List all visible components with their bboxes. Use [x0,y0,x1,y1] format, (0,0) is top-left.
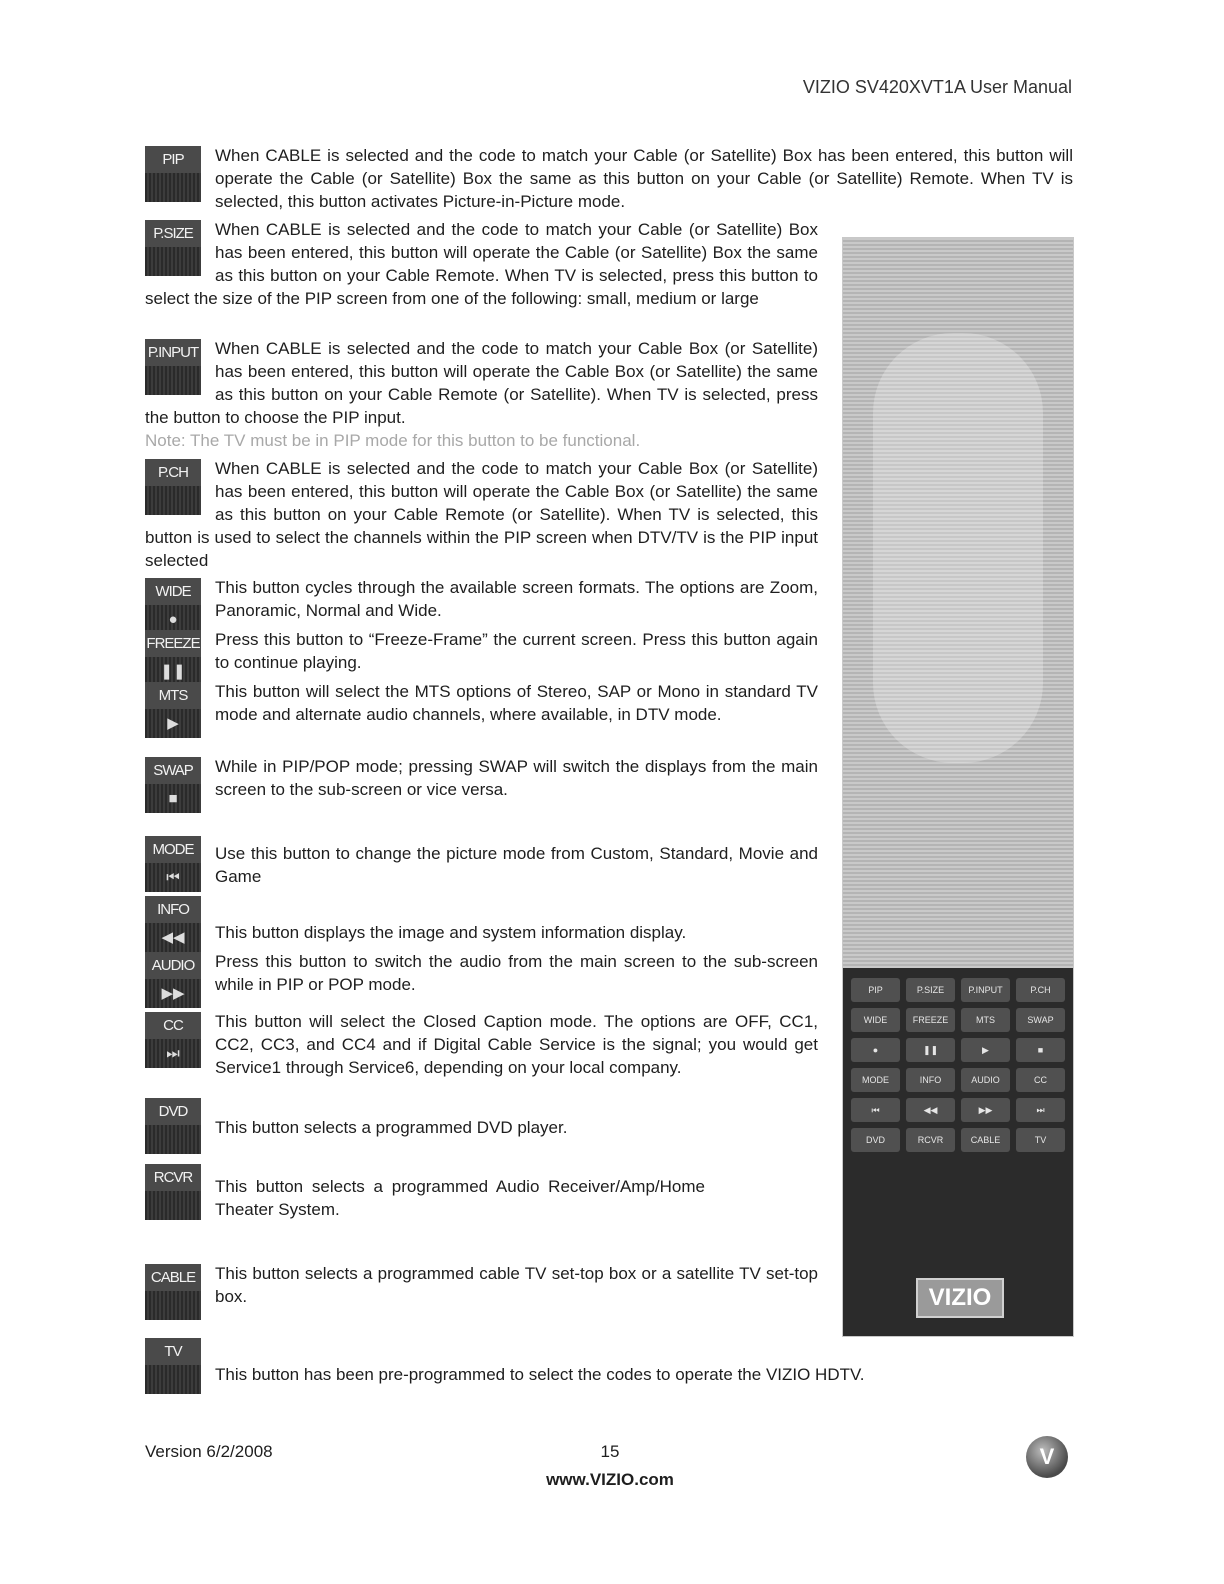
remote-key: SWAP [1016,1008,1065,1032]
remote-key: P.CH [1016,978,1065,1002]
wide-button-label: WIDE [145,578,201,605]
p-size-button-image [145,220,201,276]
cable-button-symbol [145,1291,201,1320]
entry-text: When CABLE is selected and the code to match your Cable (or Satellite) Box has been entered, this button will operate the Cable (or Satellite) Box the same as this button on your Cable Remote. When TV is selected, press this button to select the size of the PIP screen from one of the following: small, medium or large [145,220,818,308]
remote-key: TV [1016,1128,1065,1152]
remote-key: ▶ [961,1038,1010,1062]
remote-vizio-logo: VIZIO [916,1278,1004,1318]
entry-swap [145,755,818,815]
remote-body [843,238,1073,968]
remote-dpad [873,333,1043,763]
entry-text: This button will select the MTS options of Stereo, SAP or Mono in standard TV mode and alternate audio channels, where available, in DTV mode. [215,682,818,724]
entry-tv [145,1336,1073,1396]
swap-button-image [145,757,201,813]
cable-button-label: CABLE [145,1264,201,1291]
info-button-symbol: ◀◀ [145,923,201,952]
remote-key: WIDE [851,1008,900,1032]
tv-button-label: TV [145,1338,201,1365]
remote-key: CABLE [961,1128,1010,1152]
mode-button-symbol: ⏮ [145,863,201,892]
remote-key: P.SIZE [906,978,955,1002]
entry-text: When CABLE is selected and the code to match your Cable (or Satellite) Box has been entered, this button will operate the Cable (or Satellite) Box the same as this button on your Cable (or Satellite) Remote. When TV is selected, this button activates Picture-in-Picture mode. [215,146,1073,211]
dvd-button-label: DVD [145,1098,201,1125]
page-header: VIZIO SV420XVT1A User Manual [802,77,1072,97]
entry-p-input [145,337,818,452]
entry-text: Use this button to change the picture mode from Custom, Standard, Movie and Game [215,844,818,886]
freeze-button-image [145,630,201,686]
mts-button-label: MTS [145,682,201,709]
swap-button-symbol: ■ [145,784,201,813]
mts-button-symbol: ▶ [145,709,201,738]
remote-button-panel [843,968,1073,1336]
cable-button-image [145,1264,201,1320]
info-button-image [145,896,201,952]
remote-key: AUDIO [961,1068,1010,1092]
entry-text: When CABLE is selected and the code to match your Cable Box (or Satellite) has been entered, this button will operate the Cable Box (or Satellite) the same as this button on your Cable Remote (or Satellite). When TV is selected, this button is used to select the channels within the PIP screen when DTV/TV is the PIP input selected [145,459,818,570]
tv-button-symbol [145,1365,201,1394]
rcvr-button-label: RCVR [145,1164,201,1191]
page-number: 15 [600,1442,620,1461]
info-button-label: INFO [145,896,201,923]
mts-button-image [145,682,201,738]
entry-pip [145,144,1073,213]
wide-button-symbol: ● [145,605,201,634]
entry-text: When CABLE is selected and the code to match your Cable Box (or Satellite) has been entered, this button will operate the Cable Box (or Satellite) the same as this button on your Cable Remote (or Satellite). When TV is selected, press the button to choose the PIP input. [145,339,818,427]
entry-info [145,894,818,954]
entry-cable [145,1262,818,1322]
vizio-logo-icon: V [1026,1436,1068,1478]
remote-key: MODE [851,1068,900,1092]
mode-button-label: MODE [145,836,201,863]
entry-text: This button selects a programmed DVD player. [215,1118,568,1137]
entry-wide [145,576,818,636]
remote-key: P.INPUT [961,978,1010,1002]
pip-button-symbol [145,173,201,202]
entry-dvd [145,1096,818,1156]
remote-key: ⏮ [851,1098,900,1122]
freeze-button-symbol: ❚❚ [145,657,201,686]
entry-text: While in PIP/POP mode; pressing SWAP will switch the displays from the main screen to the sub-screen or vice versa. [215,757,818,799]
footer-version: Version 6/2/2008 [145,1442,273,1461]
remote-key: FREEZE [906,1008,955,1032]
entry-rcvr [145,1162,818,1222]
entry-text: This button selects a programmed Audio Receiver/Amp/Home Theater System. [215,1177,705,1219]
entry-text: Press this button to switch the audio from the main screen to the sub-screen while in PIP or POP mode. [215,952,818,994]
entry-mts [145,680,818,740]
audio-button-symbol: ▶▶ [145,979,201,1008]
entry-mode [145,834,818,894]
entry-text: This button has been pre-programmed to select the codes to operate the VIZIO HDTV. [215,1365,865,1384]
remote-key: ● [851,1038,900,1062]
p-input-button-label: P.INPUT [145,339,201,366]
p-ch-button-image [145,459,201,515]
p-ch-button-symbol [145,486,201,515]
entry-text: This button displays the image and system information display. [215,923,687,942]
entry-text: This button cycles through the available screen formats. The options are Zoom, Panoramic, Normal and Wide. [215,578,818,620]
entry-note: Note: The TV must be in PIP mode for this button to be functional. [145,431,641,450]
entry-p-size [145,218,818,310]
remote-key: PIP [851,978,900,1002]
freeze-button-label: FREEZE [145,630,201,657]
swap-button-label: SWAP [145,757,201,784]
rcvr-button-symbol [145,1191,201,1220]
remote-key: DVD [851,1128,900,1152]
remote-key: INFO [906,1068,955,1092]
remote-key: ■ [1016,1038,1065,1062]
remote-key: ▶▶ [961,1098,1010,1122]
remote-control-image [842,237,1074,1337]
dvd-button-image [145,1098,201,1154]
entry-p-ch [145,457,818,572]
p-input-button-symbol [145,366,201,395]
cc-button-symbol: ⏭ [145,1039,201,1068]
tv-button-image [145,1338,201,1394]
remote-key-grid [851,978,1065,1152]
remote-key: ❚❚ [906,1038,955,1062]
remote-key: CC [1016,1068,1065,1092]
remote-key: ◀◀ [906,1098,955,1122]
remote-key: MTS [961,1008,1010,1032]
cc-button-label: CC [145,1012,201,1039]
p-size-button-symbol [145,247,201,276]
entry-text: This button will select the Closed Caption mode. The options are OFF, CC1, CC2, CC3, and CC4 and if Digital Cable Service is the signal; you would get Service1 through Service6, depending on your local company. [215,1012,818,1077]
dvd-button-symbol [145,1125,201,1154]
p-input-button-image [145,339,201,395]
p-size-button-label: P.SIZE [145,220,201,247]
mode-button-image [145,836,201,892]
rcvr-button-image [145,1164,201,1220]
entry-text: This button selects a programmed cable TV set-top box or a satellite TV set-top box. [215,1264,818,1306]
entry-freeze [145,628,818,688]
footer-url: www.VIZIO.com [546,1470,674,1489]
entry-audio [145,950,818,1010]
audio-button-label: AUDIO [145,952,201,979]
remote-key: ⏭ [1016,1098,1065,1122]
pip-button-label: PIP [145,146,201,173]
entry-text: Press this button to “Freeze-Frame” the current screen. Press this button again to continue playing. [215,630,818,672]
wide-button-image [145,578,201,634]
cc-button-image [145,1012,201,1068]
pip-button-image [145,146,201,202]
entry-cc [145,1010,818,1079]
audio-button-image [145,952,201,1008]
remote-key: RCVR [906,1128,955,1152]
p-ch-button-label: P.CH [145,459,201,486]
